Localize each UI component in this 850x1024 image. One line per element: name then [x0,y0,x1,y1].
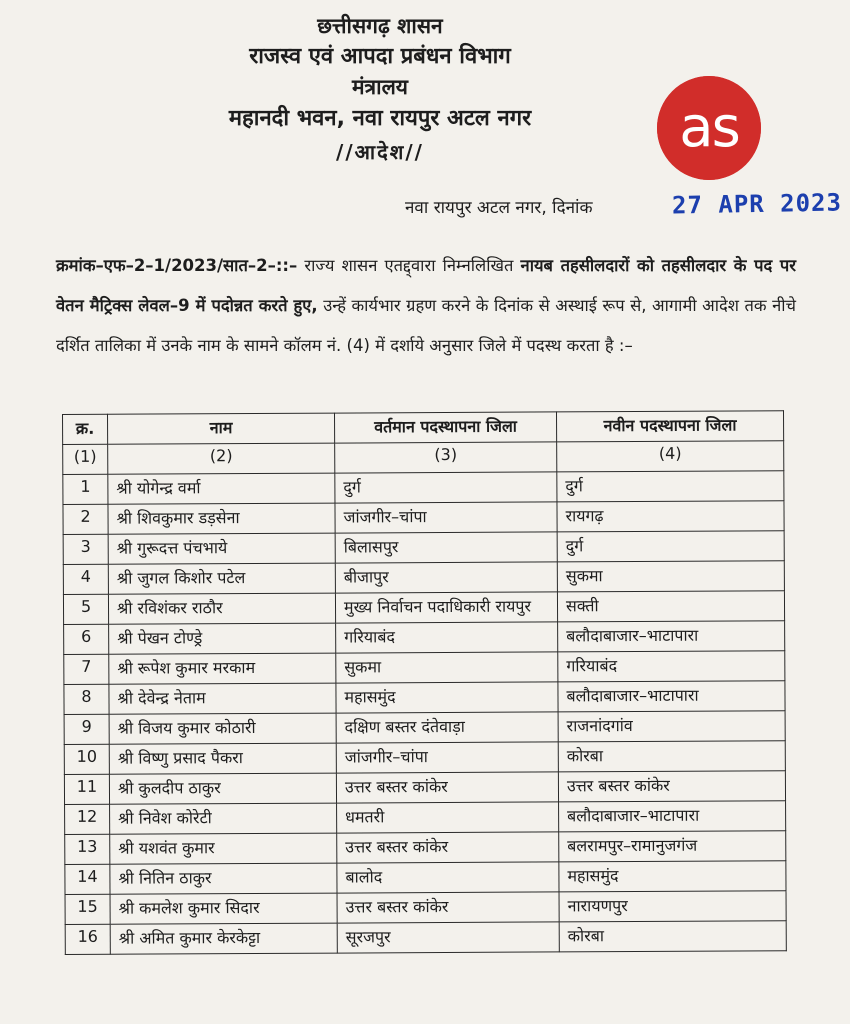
table-row [63,591,784,625]
cell-name: श्री यशवंत कुमार [110,833,337,864]
cell-name: श्री देवेन्द्र नेताम [109,683,336,714]
cell-current-district: बिलासपुर [335,532,557,563]
cell-serial: 3 [63,534,108,564]
cell-new-district: सुकमा [557,561,784,592]
cell-new-district: बलौदाबाजार–भाटापारा [558,681,785,712]
cell-name: श्री विजय कुमार कोठारी [109,713,336,744]
cell-new-district: बलौदाबाजार–भाटापारा [558,621,785,652]
cell-new-district: रायगढ़ [557,501,784,532]
order-title: //आदेश// [336,139,424,164]
table-row [64,621,785,655]
department-name: राजस्व एवं आपदा प्रबंधन विभाग [249,44,511,70]
cell-new-district: सक्ती [557,591,784,622]
ministry-label: मंत्रालय [351,75,408,100]
posting-table [62,410,787,955]
cell-current-district: बीजापुर [335,562,557,593]
cell-current-district: धमतरी [337,802,559,833]
cell-new-district: कोरबा [559,921,786,952]
col-number-2: (2) [108,443,335,474]
cell-new-district: बलौदाबाजार–भाटापारा [559,801,786,832]
cell-current-district: उत्तर बस्तर कांकेर [336,772,558,803]
table-row [65,921,786,955]
table-body [63,471,787,955]
svg-text:as: as [679,95,739,160]
col-number-3: (3) [335,442,557,473]
order-text-bold: नायब तहसीलदारों को तहसीलदार के पद पर वेतन मैट्रिक्स लेवल–9 में पदोन्नत करते हुए, [56,256,796,315]
cell-serial: 7 [64,654,109,684]
cell-serial: 8 [64,684,109,714]
cell-serial: 11 [64,774,109,804]
cell-new-district: दुर्ग [557,471,784,502]
as-logo-icon [657,76,761,180]
order-text-2: उन्हें कार्यभार ग्रहण करने के दिनांक से अस्थाई रूप से, आगामी आदेश तक नीचे दर्शित तालिका में उनके नाम के सामने कॉलम नं. (4) में दर्शाये अनुसार जिले में पदस्थ करता है :– [56,296,796,355]
cell-current-district: बालोद [337,862,559,893]
cell-current-district: जांजगीर–चांपा [335,502,557,533]
header-name: नाम [108,413,335,444]
table-row [65,891,786,925]
cell-name: श्री पेखन टोण्ड्रे [109,623,336,654]
table-header-row [63,411,784,445]
order-paragraph [56,246,796,366]
table-row [65,861,786,895]
table-row [63,561,784,595]
govt-name: छत्तीसगढ़ शासन [317,14,443,38]
header-current-district: वर्तमान पदस्थापना जिला [334,412,556,443]
cell-name: श्री नितिन ठाकुर [110,863,337,894]
order-text-1: राज्य शासन एतद्द्वारा निम्नलिखित [297,256,521,275]
cell-serial: 10 [64,744,109,774]
place-date-label: नवा रायपुर अटल नगर, दिनांक [405,198,593,218]
cell-new-district: कोरबा [558,741,785,772]
cell-name: श्री गुरूदत्त पंचभाये [108,533,335,564]
header-serial: क्र. [63,414,108,444]
cell-serial: 2 [63,504,108,534]
cell-current-district: उत्तर बस्तर कांकेर [337,832,559,863]
table-row [64,741,785,775]
cell-name: श्री जुगल किशोर पटेल [108,563,335,594]
cell-current-district: जांजगीर–चांपा [336,742,558,773]
cell-current-district: मुख्य निर्वाचन पदाधिकारी रायपुर [335,592,557,623]
cell-name: श्री रूपेश कुमार मरकाम [109,653,336,684]
date-stamp: 27 APR 2023 [671,188,843,220]
table-row [64,771,785,805]
col-number-4: (4) [557,441,784,472]
table-row [65,801,786,835]
cell-serial: 9 [64,714,109,744]
cell-serial: 6 [64,624,109,654]
cell-serial: 13 [65,834,110,864]
cell-new-district: राजनांदगांव [558,711,785,742]
table-row [63,531,784,565]
table-row [64,651,785,685]
header-new-district: नवीन पदस्थापना जिला [556,411,783,442]
cell-current-district: महासमुंद [336,682,558,713]
cell-new-district: महासमुंद [559,861,786,892]
table-row [64,711,785,745]
cell-serial: 15 [65,894,110,924]
table-row [63,471,784,505]
cell-name: श्री कुलदीप ठाकुर [109,773,336,804]
cell-name: श्री कमलेश कुमार सिदार [110,893,337,924]
cell-current-district: उत्तर बस्तर कांकेर [337,892,559,923]
as-logo-mark [657,76,761,180]
cell-serial: 12 [65,804,110,834]
cell-current-district: सूरजपुर [337,922,559,953]
cell-name: श्री योगेन्द्र वर्मा [108,473,335,504]
cell-current-district: दुर्ग [335,472,557,503]
document-header [120,14,640,164]
cell-new-district: बलरामपुर–रामानुजगंज [559,831,786,862]
column-number-row [63,441,784,475]
address-line: महानदी भवन, नवा रायपुर अटल नगर [228,105,532,131]
table-row [65,831,786,865]
cell-serial: 5 [63,594,108,624]
cell-current-district: दक्षिण बस्तर दंतेवाड़ा [336,712,558,743]
cell-name: श्री रविशंकर राठौर [108,593,335,624]
cell-name: श्री निवेश कोरेटी [110,803,337,834]
cell-new-district: उत्तर बस्तर कांकेर [558,771,785,802]
cell-serial: 4 [63,564,108,594]
cell-current-district: गरियाबंद [336,622,558,653]
cell-new-district: दुर्ग [557,531,784,562]
cell-current-district: सुकमा [336,652,558,683]
col-number-1: (1) [63,444,108,474]
cell-serial: 16 [65,924,110,954]
table-row [64,681,785,715]
table-row [63,501,784,535]
cell-new-district: नारायणपुर [559,891,786,922]
cell-name: श्री शिवकुमार डड़सेना [108,503,335,534]
cell-name: श्री अमित कुमार केरकेट्टा [110,923,337,954]
order-reference: क्रमांक–एफ–2–1/2023/सात–2–::– [56,256,298,275]
cell-new-district: गरियाबंद [558,651,785,682]
cell-serial: 1 [63,474,108,504]
cell-serial: 14 [65,864,110,894]
cell-name: श्री विष्णु प्रसाद पैकरा [109,743,336,774]
